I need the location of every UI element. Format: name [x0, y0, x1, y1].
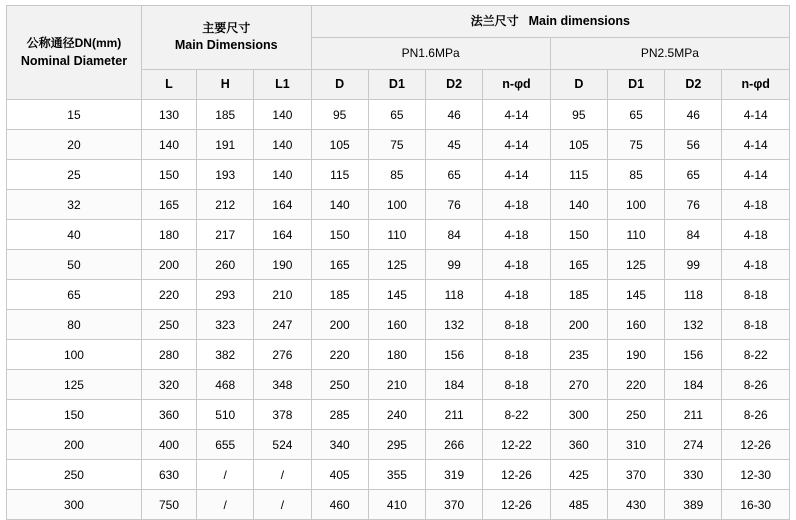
header-pn16: PN1.6MPa — [311, 38, 550, 70]
cell-L-main: 130 — [141, 100, 196, 130]
cell-nphid-pn16: 12-22 — [483, 430, 550, 460]
cell-D1-pn25: 75 — [607, 130, 664, 160]
cell-D1-pn16: 125 — [368, 250, 425, 280]
cell-D2-pn25: 46 — [665, 100, 722, 130]
cell-D2-pn16: 46 — [426, 100, 483, 130]
cell-L-main: 320 — [141, 370, 196, 400]
cell-nphid-pn16: 4-14 — [483, 160, 550, 190]
cell-H-main: 655 — [197, 430, 254, 460]
cell-nphid-pn16: 4-18 — [483, 190, 550, 220]
cell-D1-pn16: 110 — [368, 220, 425, 250]
cell-D2-pn16: 65 — [426, 160, 483, 190]
header-col-pn16-d2: D2 — [426, 70, 483, 100]
table-row — [7, 190, 790, 220]
header-flange-dimensions — [311, 6, 789, 38]
cell-L1-main: 190 — [254, 250, 311, 280]
cell-H-main: 323 — [197, 310, 254, 340]
cell-L-main: 750 — [141, 490, 196, 520]
cell-L-main: 400 — [141, 430, 196, 460]
cell-nominal-diameter: 100 — [7, 340, 142, 370]
cell-D2-pn25: 118 — [665, 280, 722, 310]
cell-L-main: 630 — [141, 460, 196, 490]
cell-nphid-pn25: 12-26 — [722, 430, 790, 460]
cell-D2-pn25: 56 — [665, 130, 722, 160]
cell-L-main: 180 — [141, 220, 196, 250]
cell-D-pn25: 485 — [550, 490, 607, 520]
cell-D2-pn16: 370 — [426, 490, 483, 520]
cell-nominal-diameter: 32 — [7, 190, 142, 220]
table-row — [7, 430, 790, 460]
cell-D2-pn16: 319 — [426, 460, 483, 490]
header-col-pn16-d: D — [311, 70, 368, 100]
cell-L1-main: 164 — [254, 190, 311, 220]
table-header — [7, 6, 790, 100]
cell-nphid-pn16: 4-14 — [483, 100, 550, 130]
cell-nominal-diameter: 65 — [7, 280, 142, 310]
cell-H-main: 193 — [197, 160, 254, 190]
cell-nominal-diameter: 200 — [7, 430, 142, 460]
header-col-l1: L1 — [254, 70, 311, 100]
cell-D-pn16: 200 — [311, 310, 368, 340]
table-row — [7, 160, 790, 190]
cell-nphid-pn16: 8-18 — [483, 340, 550, 370]
header-col-pn25-nd: n-φd — [722, 70, 790, 100]
cell-D-pn16: 185 — [311, 280, 368, 310]
cell-L-main: 360 — [141, 400, 196, 430]
header-nominal-diameter-cn: 公称通径DN(mm) — [26, 35, 122, 50]
cell-H-main: 510 — [197, 400, 254, 430]
cell-H-main: / — [197, 490, 254, 520]
cell-L1-main: / — [254, 490, 311, 520]
header-nominal-diameter-en: Nominal Diameter — [20, 54, 128, 69]
cell-D2-pn16: 156 — [426, 340, 483, 370]
table-row — [7, 490, 790, 520]
cell-D2-pn16: 45 — [426, 130, 483, 160]
cell-D-pn25: 105 — [550, 130, 607, 160]
cell-D-pn25: 235 — [550, 340, 607, 370]
cell-D1-pn25: 220 — [607, 370, 664, 400]
cell-D-pn25: 360 — [550, 430, 607, 460]
cell-nphid-pn16: 8-18 — [483, 370, 550, 400]
cell-D-pn16: 105 — [311, 130, 368, 160]
cell-D1-pn16: 240 — [368, 400, 425, 430]
cell-D1-pn16: 355 — [368, 460, 425, 490]
cell-D-pn16: 285 — [311, 400, 368, 430]
cell-D-pn25: 95 — [550, 100, 607, 130]
cell-D2-pn25: 330 — [665, 460, 722, 490]
cell-nphid-pn16: 4-18 — [483, 280, 550, 310]
cell-L1-main: 164 — [254, 220, 311, 250]
cell-D2-pn25: 389 — [665, 490, 722, 520]
cell-D2-pn16: 266 — [426, 430, 483, 460]
cell-nphid-pn25: 4-14 — [722, 160, 790, 190]
cell-D-pn16: 150 — [311, 220, 368, 250]
cell-D1-pn16: 210 — [368, 370, 425, 400]
cell-nphid-pn25: 4-14 — [722, 100, 790, 130]
cell-nphid-pn25: 8-18 — [722, 280, 790, 310]
cell-D-pn16: 220 — [311, 340, 368, 370]
cell-D-pn16: 405 — [311, 460, 368, 490]
cell-D-pn25: 300 — [550, 400, 607, 430]
cell-nominal-diameter: 20 — [7, 130, 142, 160]
cell-nphid-pn16: 8-18 — [483, 310, 550, 340]
cell-nominal-diameter: 80 — [7, 310, 142, 340]
cell-D1-pn16: 160 — [368, 310, 425, 340]
table-row — [7, 220, 790, 250]
cell-nominal-diameter: 125 — [7, 370, 142, 400]
cell-D2-pn25: 156 — [665, 340, 722, 370]
cell-D-pn25: 115 — [550, 160, 607, 190]
cell-D1-pn16: 65 — [368, 100, 425, 130]
cell-D1-pn25: 430 — [607, 490, 664, 520]
cell-D2-pn16: 76 — [426, 190, 483, 220]
cell-H-main: 260 — [197, 250, 254, 280]
cell-D2-pn16: 184 — [426, 370, 483, 400]
cell-D2-pn25: 99 — [665, 250, 722, 280]
cell-nominal-diameter: 250 — [7, 460, 142, 490]
cell-L-main: 200 — [141, 250, 196, 280]
cell-D-pn25: 200 — [550, 310, 607, 340]
cell-D2-pn25: 274 — [665, 430, 722, 460]
cell-L1-main: 378 — [254, 400, 311, 430]
table-row — [7, 460, 790, 490]
cell-nphid-pn25: 4-18 — [722, 220, 790, 250]
cell-D1-pn25: 190 — [607, 340, 664, 370]
cell-D1-pn25: 250 — [607, 400, 664, 430]
cell-D-pn16: 250 — [311, 370, 368, 400]
cell-D2-pn25: 65 — [665, 160, 722, 190]
cell-D1-pn16: 295 — [368, 430, 425, 460]
cell-D2-pn16: 118 — [426, 280, 483, 310]
header-col-l: L — [141, 70, 196, 100]
header-col-pn25-d: D — [550, 70, 607, 100]
cell-L-main: 140 — [141, 130, 196, 160]
cell-nphid-pn25: 4-18 — [722, 250, 790, 280]
cell-D-pn16: 340 — [311, 430, 368, 460]
cell-D1-pn16: 100 — [368, 190, 425, 220]
cell-nominal-diameter: 50 — [7, 250, 142, 280]
cell-L1-main: 348 — [254, 370, 311, 400]
cell-D2-pn16: 132 — [426, 310, 483, 340]
cell-H-main: / — [197, 460, 254, 490]
cell-D-pn25: 270 — [550, 370, 607, 400]
header-main-dimensions-cn: 主要尺寸 — [202, 21, 251, 36]
cell-D1-pn25: 370 — [607, 460, 664, 490]
cell-D-pn25: 165 — [550, 250, 607, 280]
cell-H-main: 212 — [197, 190, 254, 220]
cell-D2-pn25: 184 — [665, 370, 722, 400]
cell-D-pn25: 150 — [550, 220, 607, 250]
cell-D1-pn16: 410 — [368, 490, 425, 520]
table-row — [7, 370, 790, 400]
cell-L1-main: 210 — [254, 280, 311, 310]
cell-D1-pn16: 145 — [368, 280, 425, 310]
header-pn25: PN2.5MPa — [550, 38, 789, 70]
cell-D1-pn25: 160 — [607, 310, 664, 340]
cell-D1-pn25: 110 — [607, 220, 664, 250]
cell-D-pn16: 95 — [311, 100, 368, 130]
header-flange-dimensions-en: Main dimensions — [528, 13, 630, 28]
cell-H-main: 185 — [197, 100, 254, 130]
cell-L1-main: 247 — [254, 310, 311, 340]
table-row — [7, 130, 790, 160]
cell-D2-pn25: 132 — [665, 310, 722, 340]
cell-nominal-diameter: 150 — [7, 400, 142, 430]
cell-L1-main: 276 — [254, 340, 311, 370]
header-col-pn16-nd: n-φd — [483, 70, 550, 100]
cell-L1-main: 140 — [254, 130, 311, 160]
cell-nominal-diameter: 15 — [7, 100, 142, 130]
cell-nphid-pn16: 4-18 — [483, 250, 550, 280]
table-body — [7, 100, 790, 520]
cell-nphid-pn25: 4-18 — [722, 190, 790, 220]
cell-H-main: 468 — [197, 370, 254, 400]
table-row — [7, 340, 790, 370]
header-flange-dimensions-cn: 法兰尺寸 — [470, 13, 519, 28]
cell-L1-main: / — [254, 460, 311, 490]
cell-H-main: 191 — [197, 130, 254, 160]
cell-nphid-pn25: 4-14 — [722, 130, 790, 160]
cell-L-main: 165 — [141, 190, 196, 220]
cell-nominal-diameter: 300 — [7, 490, 142, 520]
header-col-pn25-d1: D1 — [607, 70, 664, 100]
cell-L-main: 250 — [141, 310, 196, 340]
cell-nphid-pn25: 16-30 — [722, 490, 790, 520]
cell-D2-pn25: 76 — [665, 190, 722, 220]
cell-H-main: 382 — [197, 340, 254, 370]
header-col-pn25-d2: D2 — [665, 70, 722, 100]
cell-L1-main: 524 — [254, 430, 311, 460]
cell-D2-pn25: 84 — [665, 220, 722, 250]
cell-D2-pn16: 211 — [426, 400, 483, 430]
cell-D-pn16: 140 — [311, 190, 368, 220]
cell-nphid-pn16: 4-18 — [483, 220, 550, 250]
cell-L-main: 220 — [141, 280, 196, 310]
cell-nphid-pn16: 8-22 — [483, 400, 550, 430]
cell-nphid-pn16: 4-14 — [483, 130, 550, 160]
cell-H-main: 293 — [197, 280, 254, 310]
header-main-dimensions-en: Main Dimensions — [174, 38, 278, 53]
header-main-dimensions — [141, 6, 311, 70]
cell-L-main: 280 — [141, 340, 196, 370]
cell-D1-pn16: 180 — [368, 340, 425, 370]
cell-D1-pn25: 145 — [607, 280, 664, 310]
table-row — [7, 310, 790, 340]
cell-D-pn16: 115 — [311, 160, 368, 190]
cell-nominal-diameter: 25 — [7, 160, 142, 190]
cell-D-pn16: 460 — [311, 490, 368, 520]
cell-D1-pn16: 85 — [368, 160, 425, 190]
table-row — [7, 400, 790, 430]
table-row — [7, 100, 790, 130]
cell-D1-pn25: 85 — [607, 160, 664, 190]
cell-L1-main: 140 — [254, 160, 311, 190]
cell-D-pn25: 140 — [550, 190, 607, 220]
cell-D-pn25: 425 — [550, 460, 607, 490]
cell-D2-pn16: 99 — [426, 250, 483, 280]
cell-D1-pn25: 65 — [607, 100, 664, 130]
cell-D1-pn16: 75 — [368, 130, 425, 160]
cell-D-pn16: 165 — [311, 250, 368, 280]
cell-D-pn25: 185 — [550, 280, 607, 310]
cell-D2-pn25: 211 — [665, 400, 722, 430]
cell-nphid-pn16: 12-26 — [483, 460, 550, 490]
cell-nphid-pn25: 8-18 — [722, 310, 790, 340]
cell-nphid-pn16: 12-26 — [483, 490, 550, 520]
cell-L-main: 150 — [141, 160, 196, 190]
table-row — [7, 280, 790, 310]
header-nominal-diameter — [7, 6, 142, 100]
cell-nphid-pn25: 8-26 — [722, 400, 790, 430]
header-col-pn16-d1: D1 — [368, 70, 425, 100]
header-col-h: H — [197, 70, 254, 100]
cell-nphid-pn25: 8-26 — [722, 370, 790, 400]
cell-D1-pn25: 125 — [607, 250, 664, 280]
cell-H-main: 217 — [197, 220, 254, 250]
header-row-1 — [7, 6, 790, 38]
cell-D1-pn25: 310 — [607, 430, 664, 460]
cell-nominal-diameter: 40 — [7, 220, 142, 250]
valve-dimensions-table — [6, 5, 790, 520]
cell-D2-pn16: 84 — [426, 220, 483, 250]
cell-nphid-pn25: 12-30 — [722, 460, 790, 490]
cell-L1-main: 140 — [254, 100, 311, 130]
cell-D1-pn25: 100 — [607, 190, 664, 220]
cell-nphid-pn25: 8-22 — [722, 340, 790, 370]
table-row — [7, 250, 790, 280]
